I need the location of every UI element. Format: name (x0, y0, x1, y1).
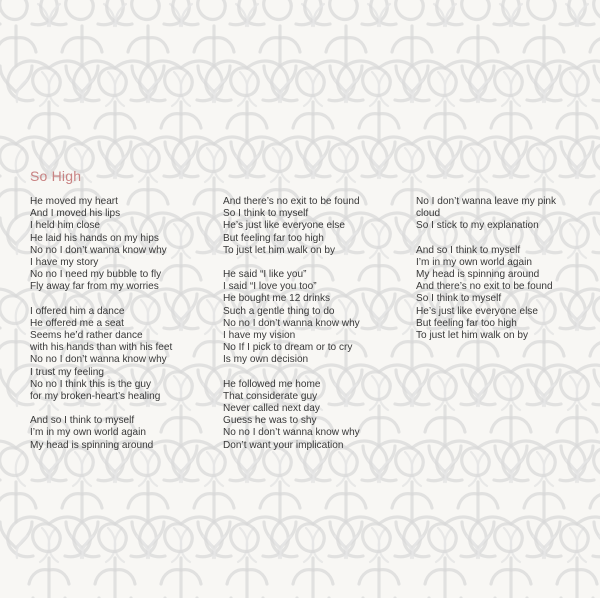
lyric-line: No If I pick to dream or to cry (223, 341, 353, 354)
lyric-line: Don’t want your implication (223, 438, 344, 451)
stanza-6 (223, 378, 413, 451)
stanza-7 (416, 195, 600, 232)
lyric-line: I trust my feeling (30, 365, 104, 378)
lyrics-column-2 (223, 195, 413, 463)
stanza-5 (223, 268, 413, 366)
lyric-line: I have my vision (223, 329, 296, 342)
lyric-line: And so I think to myself (30, 414, 135, 427)
song-title: So High (30, 168, 82, 184)
stanza-4 (223, 195, 413, 256)
lyric-line: But feeling far too high (223, 231, 324, 244)
lyric-line: He bought me 12 drinks (223, 292, 331, 305)
lyric-line: cloud (416, 207, 441, 220)
lyric-line: He laid his hands on my hips (30, 231, 159, 244)
lyric-line: Guess he was to shy (223, 414, 317, 427)
lyric-line: And I moved his lips (30, 207, 121, 220)
stanza-8 (416, 244, 600, 342)
lyric-line: I have my story (30, 256, 99, 269)
lyric-line: He said “I like you” (223, 268, 307, 281)
stanza-3 (30, 414, 220, 451)
lyric-line: No no I need my bubble to fly (30, 268, 162, 281)
lyric-line: And there’s no exit to be found (416, 280, 553, 293)
lyric-line: To just let him walk on by (223, 243, 336, 256)
lyric-line: Fly away far from my worries (30, 280, 159, 293)
lyric-line: He’s just like everyone else (416, 304, 538, 317)
lyric-line: I offered him a dance (30, 304, 125, 317)
lyric-line: No no I don’t wanna know why (30, 243, 167, 256)
lyric-line: for my broken-heart’s healing (30, 390, 161, 403)
lyric-line: Is my own decision (223, 353, 309, 366)
lyric-line: Such a gentle thing to do (223, 304, 335, 317)
lyric-line: No I don’t wanna leave my pink (416, 195, 557, 207)
lyric-line: He offered me a seat (30, 316, 124, 329)
lyric-line: I held him close (30, 219, 101, 232)
lyric-line: No no I don’t wanna know why (30, 353, 167, 366)
lyric-line: Seems he’d rather dance (30, 329, 143, 342)
lyric-line: So I think to myself (223, 207, 309, 220)
lyric-line: My head is spinning around (30, 438, 154, 451)
lyric-line: That considerate guy (223, 389, 318, 402)
lyric-line: And so I think to myself (416, 243, 521, 256)
lyric-line: No no I think this is the guy (30, 377, 152, 390)
stanza-1 (30, 195, 220, 293)
lyrics-column-3 (416, 195, 600, 353)
lyric-line: So I stick to my explanation (416, 219, 539, 232)
lyric-line: And there’s no exit to be found (223, 195, 360, 207)
lyric-line: My head is spinning around (416, 268, 540, 281)
lyric-line: I’m in my own world again (416, 255, 532, 268)
lyrics-column-1 (30, 195, 220, 463)
lyric-line: No no I don’t wanna know why (223, 316, 360, 329)
lyric-line: He moved my heart (30, 195, 118, 207)
lyric-line: He followed me home (223, 377, 321, 390)
lyric-line: He’s just like everyone else (223, 219, 345, 232)
lyric-line: I’m in my own world again (30, 426, 146, 439)
stanza-2 (30, 305, 220, 403)
lyric-line: I said “I love you too” (223, 280, 317, 293)
lyric-line: But feeling far too high (416, 316, 517, 329)
lyric-line: Never called next day (223, 402, 320, 415)
lyric-line: with his hands than with his feet (30, 341, 173, 354)
lyric-line: To just let him walk on by (416, 329, 529, 342)
lyric-line: No no I don’t wanna know why (223, 426, 360, 439)
lyric-line: So I think to myself (416, 292, 502, 305)
